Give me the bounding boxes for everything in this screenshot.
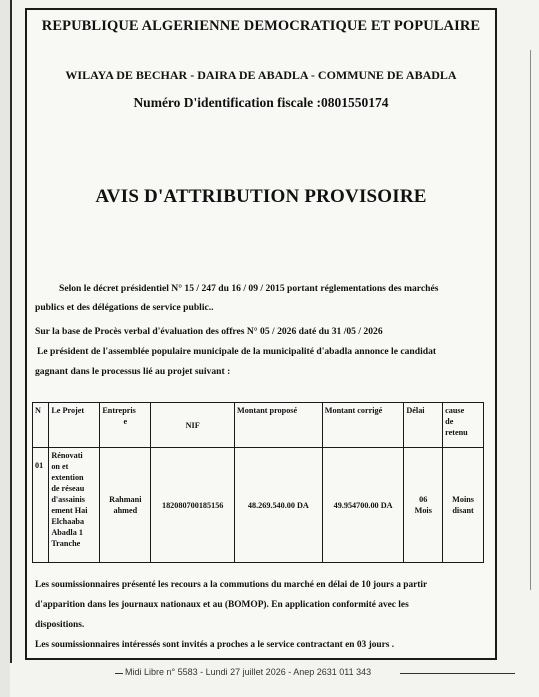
footer-rule-left (115, 673, 123, 674)
left-column-rule (10, 0, 12, 663)
closing-line-4: Les soumissionnaires intéressés sont invités a proches a le service contractant en 03 jours . (35, 640, 395, 650)
cell-nif: 182080700185156 (151, 448, 235, 563)
col-header-cause-1: cause (445, 406, 465, 415)
projet-line: Abadla 1 (51, 528, 83, 537)
col-header-cause-3: retenu (445, 428, 468, 437)
cell-projet (49, 448, 100, 563)
projet-line: d'assainis (51, 495, 85, 504)
col-header-montant-propose: Montant proposé (235, 403, 323, 448)
table-header-row (33, 403, 484, 448)
projet-line: Elchaaba (51, 517, 85, 526)
notice-frame (25, 8, 497, 660)
closing-line-2: d'apparition dans les journaux nationaux et au (BOMOP). En application conformité avec les (35, 600, 409, 610)
footer-text: Midi Libre n° 5583 - Lundi 27 juillet 2026 - Anep 2631 011 343 (125, 667, 372, 677)
col-header-n: N (33, 403, 49, 448)
col-header-entreprise-2: e (123, 417, 128, 426)
right-column-rule (530, 50, 531, 590)
projet-line: Tranche (51, 539, 81, 548)
cause-line-2: disant (452, 506, 474, 515)
closing-line-3: dispositions. (35, 620, 85, 630)
notice-title: AVIS D'ATTRIBUTION PROVISOIRE (95, 186, 427, 207)
col-header-entreprise (100, 403, 151, 448)
col-header-entreprise-1: Entrepris (102, 406, 136, 415)
col-header-cause (443, 403, 484, 448)
table-row (33, 448, 484, 563)
paragraph-decree-line1: Selon le décret présidentiel N° 15 / 247 du 16 / 09 / 2015 portant réglementations des marchés (59, 283, 439, 294)
cell-n: 01 (33, 448, 49, 563)
cell-montant-propose: 48.269.540.00 DA (235, 448, 323, 563)
cause-line-1: Moins (452, 495, 474, 504)
header-republic: REPUBLIQUE ALGERIENNE DEMOCRATIQUE ET POPULAIRE (41, 18, 481, 34)
col-header-delai: Délai (404, 403, 443, 448)
closing-line-1: Les soumissionnaires présenté les recours a la commutions du marché en délai de 10 jours a partir (35, 580, 428, 590)
entreprise-line-2: ahmed (113, 506, 138, 515)
cell-montant-corrige: 49.954700.00 DA (322, 448, 404, 563)
cell-entreprise (100, 448, 151, 563)
projet-line: ement Hai (51, 506, 88, 515)
cell-cause (443, 448, 484, 563)
cell-delai (404, 448, 443, 563)
newspaper-footer (115, 667, 515, 681)
paragraph-president-line1: Le président de l'assemblée populaire municipale de la municipalité d'abadla annonce le candidat (37, 346, 437, 357)
projet-line: de réseau (51, 484, 85, 493)
col-header-nif-label: NIF (185, 420, 200, 430)
footer-rule-right (400, 673, 515, 674)
projet-line: Rénovati (51, 451, 83, 460)
delai-value: 06 (419, 495, 428, 504)
projet-line: on et (51, 462, 69, 471)
projet-line: extention (51, 473, 84, 482)
left-margin-strip (0, 0, 10, 697)
paragraph-president-line2: gagnant dans le processus lié au projet suivant : (35, 366, 231, 377)
col-header-montant-corrige: Montant corrigé (322, 403, 404, 448)
col-header-nif (151, 403, 235, 448)
header-fiscal-id: Numéro D'identification fiscale :0801550174 (133, 95, 389, 110)
header-wilaya: WILAYA DE BECHAR - DAIRA DE ABADLA - COMMUNE DE ABADLA (65, 68, 457, 82)
paragraph-pv: Sur la base de Procès verbal d'évaluation des offres N° 05 / 2026 daté du 31 /05 / 2026 (35, 326, 383, 337)
col-header-projet: Le Projet (49, 403, 100, 448)
col-header-cause-2: de (445, 417, 454, 426)
attribution-table (32, 402, 484, 563)
entreprise-line-1: Rahmani (109, 495, 142, 504)
delai-unit: Mois (414, 506, 432, 515)
paragraph-decree-line2: publics et des délégations de service public.. (35, 302, 214, 313)
